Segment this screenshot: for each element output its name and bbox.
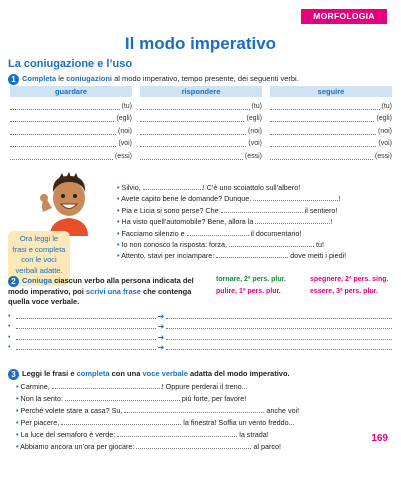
answer-blank[interactable]: [65, 395, 180, 401]
list-item: • Carmine, ! Oppure perderai il treno...: [16, 382, 248, 391]
list-item: • Per piacere, la finestra! Soffia un vento freddo...: [16, 418, 295, 427]
answer-blank[interactable]: [10, 139, 116, 147]
arrow-right-icon: ➜: [157, 332, 165, 342]
answer-rows: [8, 311, 392, 353]
answer-blank[interactable]: [16, 324, 156, 329]
answer-row: • ➜: [8, 332, 392, 343]
answer-blank[interactable]: [253, 195, 338, 201]
answer-blank[interactable]: [10, 152, 113, 160]
answer-blank[interactable]: [52, 383, 162, 389]
section-tag: MORFOLOGIA: [301, 9, 387, 24]
list-item: • Ha visto quell’automobile? Bene, allora la !: [117, 217, 333, 227]
exercise-3-list: [16, 381, 386, 453]
column-header: guardare: [10, 86, 132, 97]
boy-illustration: [38, 168, 100, 236]
verb-prompt: pulire, 1ª pers. plur.: [216, 288, 281, 295]
exercise-number-2: 2: [8, 276, 19, 287]
exercise-number-3: 3: [8, 369, 19, 380]
arrow-right-icon: ➜: [157, 322, 165, 332]
answer-blank[interactable]: [140, 127, 246, 135]
answer-blank[interactable]: [255, 218, 330, 224]
answer-blank[interactable]: [140, 139, 246, 147]
answer-row: • ➜: [8, 311, 392, 322]
conjugation-table: [10, 86, 392, 160]
list-item: • Pia e Licia si sono perse? Che il sentiero!: [117, 205, 338, 215]
answer-blank[interactable]: [270, 127, 376, 135]
tip-bubble: Ora leggi le frasi e completa con le voci verbali adatte.: [8, 231, 70, 286]
verb-prompt: tornare, 2ª pers. plur.: [216, 276, 286, 283]
answer-blank[interactable]: [140, 102, 250, 110]
answer-blank[interactable]: [16, 314, 156, 319]
answer-blank[interactable]: [221, 207, 303, 213]
answer-row: • ➜: [8, 343, 392, 354]
page-number: 169: [371, 433, 388, 444]
answer-blank[interactable]: [166, 314, 392, 319]
answer-blank[interactable]: [187, 230, 249, 236]
verb-prompt: essere, 3ª pers. plur.: [310, 288, 378, 295]
answer-blank[interactable]: [166, 335, 392, 340]
answer-row: • ➜: [8, 322, 392, 333]
list-item: • La luce del semaforo è verde: la strada!: [16, 430, 269, 439]
answer-blank[interactable]: [270, 102, 380, 110]
answer-blank[interactable]: [16, 335, 156, 340]
list-item: • Non la sento: più forte, per favore!: [16, 394, 247, 403]
exercise-2-instruction: 2 Coniuga ciascun verbo alla persona indicata del modo imperativo, poi scrivi una frase che contenga quella voce verbale.: [8, 276, 194, 306]
column-header: rispondere: [140, 86, 262, 97]
verb-prompt: spegnere, 2ª pers. sing.: [310, 276, 389, 283]
answer-blank[interactable]: [270, 152, 373, 160]
answer-blank[interactable]: [136, 443, 251, 449]
answer-blank[interactable]: [216, 252, 288, 258]
arrow-right-icon: ➜: [157, 311, 165, 321]
answer-blank[interactable]: [124, 407, 264, 413]
answer-blank[interactable]: [270, 139, 376, 147]
column-header: seguire: [270, 86, 392, 97]
list-item: • Facciamo silenzio e il documentario!: [117, 228, 302, 238]
list-item: • Io non conosco la risposta: forza, tu!: [117, 240, 325, 250]
list-item: • Perché volete stare a casa? Su, anche voi!: [16, 406, 300, 415]
answer-blank[interactable]: [10, 114, 114, 122]
section-subtitle: La coniugazione e l’uso: [8, 58, 133, 70]
answer-blank[interactable]: [143, 184, 203, 190]
list-item: • Silvio, ! C’è uno scoiattolo sull’albero!: [117, 183, 301, 192]
conjugation-column-2: rispondere (tu) (egli) (noi) (voi) (essi): [140, 86, 262, 160]
answer-blank[interactable]: [10, 102, 120, 110]
answer-blank[interactable]: [140, 152, 243, 160]
list-item: • Attento, stavi per inciampare: dove metti i piedi!: [117, 251, 347, 261]
exercise-3-instruction: 3 Leggi le frasi e completa con una voce verbale adatta del modo imperativo.: [8, 369, 290, 380]
answer-blank[interactable]: [117, 431, 237, 437]
exercise-1-instruction: 1 Completa le coniugazioni al modo imperativo, tempo presente, dei seguenti verbi.: [8, 74, 299, 85]
answer-blank[interactable]: [166, 324, 392, 329]
conjugation-column-1: guardare (tu) (egli) (noi) (voi) (essi): [10, 86, 132, 160]
arrow-right-icon: ➜: [157, 343, 165, 353]
answer-blank[interactable]: [140, 114, 244, 122]
answer-blank[interactable]: [166, 345, 392, 350]
conjugation-column-3: seguire (tu) (egli) (noi) (voi) (essi): [270, 86, 392, 160]
list-item: • Abbiamo ancora un’ora per giocare: al parco!: [16, 442, 281, 451]
answer-blank[interactable]: [10, 127, 116, 135]
exercise-number-1: 1: [8, 74, 19, 85]
answer-blank[interactable]: [61, 419, 181, 425]
page-title: Il modo imperativo: [124, 34, 277, 53]
answer-blank[interactable]: [270, 114, 374, 122]
list-item: • Avete capito bene le domande? Dunque, !: [117, 194, 341, 204]
answer-blank[interactable]: [16, 345, 156, 350]
sentence-list: [117, 182, 397, 262]
answer-blank[interactable]: [229, 241, 314, 247]
